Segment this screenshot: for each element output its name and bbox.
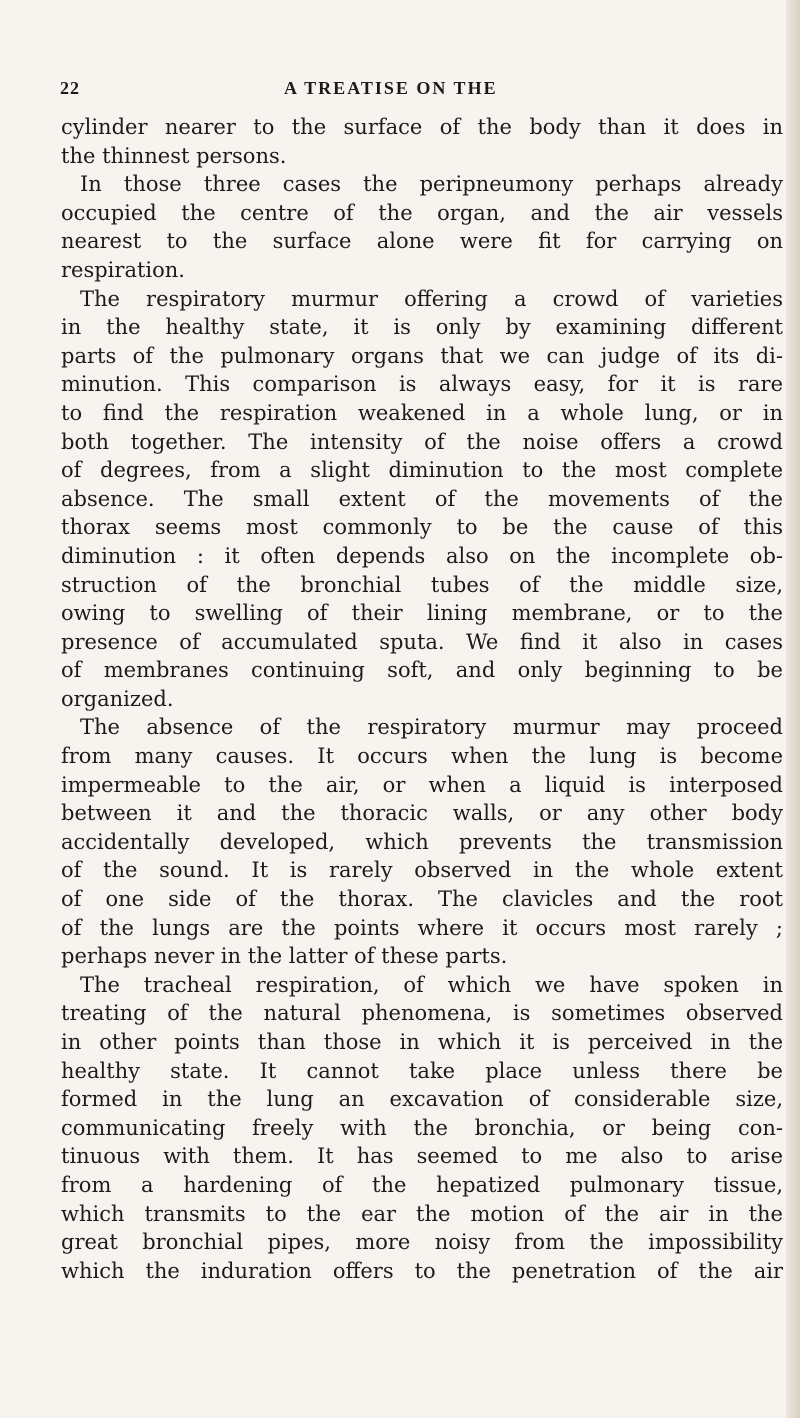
text-line: of the sound. It is rarely observed in the whole extent <box>61 858 783 883</box>
running-head <box>0 78 800 102</box>
text-line: perhaps never in the latter of these parts. <box>61 944 508 969</box>
text-line: struction of the bronchial tubes of the middle size, <box>61 572 783 597</box>
text-line: The tracheal respiration, of which we have spoken in <box>80 972 783 997</box>
text-line: thorax seems most commonly to be the cause of this <box>61 515 783 540</box>
text-line: minution. This comparison is always easy, for it is rare <box>61 372 783 397</box>
text-line: which the induration offers to the penetration of the air <box>61 1258 783 1283</box>
text-line: from many causes. It occurs when the lung is become <box>61 744 783 769</box>
text-line: In those three cases the peripneumony perhaps already <box>80 172 783 197</box>
text-line: absence. The small extent of the movements of the <box>61 486 783 511</box>
text-line: parts of the pulmonary organs that we can judge of its di- <box>61 343 783 368</box>
text-line: owing to swelling of their lining membrane, or to the <box>61 601 783 626</box>
text-line: treating of the natural phenomena, is sometimes observed <box>61 1001 783 1026</box>
text-line: occupied the centre of the organ, and the air vessels <box>61 200 783 225</box>
text-line: presence of accumulated sputa. We find it also in cases <box>61 629 783 654</box>
text-line: of membranes continuing soft, and only beginning to be <box>61 658 783 683</box>
text-line: formed in the lung an excavation of considerable size, <box>61 1087 783 1112</box>
text-line: organized. <box>61 686 174 711</box>
page-edge <box>786 0 800 1418</box>
text-line: communicating freely with the bronchia, or being con- <box>61 1115 783 1140</box>
text-line: both together. The intensity of the noise offers a crowd <box>61 429 783 454</box>
text-line: cylinder nearer to the surface of the body than it does in <box>61 115 783 139</box>
text-line: The absence of the respiratory murmur may proceed <box>80 715 783 740</box>
text-line: which transmits to the ear the motion of the air in the <box>61 1201 783 1226</box>
text-line: tinuous with them. It has seemed to me also to arise <box>61 1144 783 1169</box>
text-line: impermeable to the air, or when a liquid is interposed <box>61 772 783 797</box>
text-line: accidentally developed, which prevents the transmission <box>61 829 783 854</box>
text-line: of the lungs are the points where it occurs most rarely ; <box>61 915 783 940</box>
text-line: to find the respiration weakened in a whole lung, or in <box>61 400 783 425</box>
text-line: of degrees, from a slight diminution to the most complete <box>61 458 783 483</box>
text-line: The respiratory murmur offering a crowd of varieties <box>80 286 783 311</box>
text-line: diminution : it often depends also on the incomplete ob- <box>61 543 783 568</box>
text-line: from a hardening of the hepatized pulmonary tissue, <box>61 1172 783 1197</box>
text-line: nearest to the surface alone were fit for carrying on <box>61 229 783 254</box>
text-line: respiration. <box>61 257 185 282</box>
running-head-title: A TREATISE ON THE <box>284 78 498 98</box>
text-line: healthy state. It cannot take place unless there be <box>61 1058 783 1083</box>
body-text <box>61 113 783 1285</box>
page-number: 22 <box>60 78 80 98</box>
text-line: in other points than those in which it is perceived in the <box>61 1030 783 1054</box>
text-line: between it and the thoracic walls, or any other body <box>61 801 783 826</box>
text-line: of one side of the thorax. The clavicles and the root <box>61 887 783 912</box>
text-line: the thinnest persons. <box>61 143 287 168</box>
text-line: in the healthy state, it is only by examining different <box>61 315 783 340</box>
text-line: great bronchial pipes, more noisy from the impossibility <box>61 1230 783 1255</box>
